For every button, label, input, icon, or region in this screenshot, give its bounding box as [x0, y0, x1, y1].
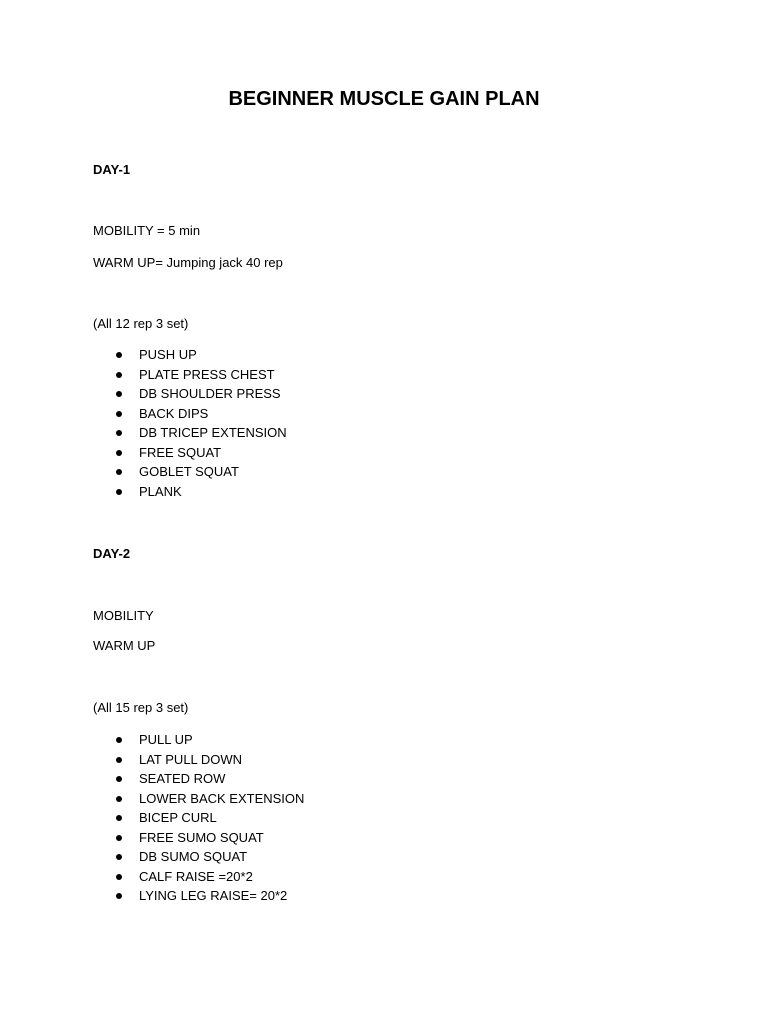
bullet-icon [116, 450, 122, 456]
list-item [93, 462, 287, 482]
day2-exercise-list [93, 730, 304, 906]
bullet-icon [116, 391, 122, 397]
bullet-icon [116, 352, 122, 358]
day1-heading: DAY-1 [93, 162, 131, 177]
exercise-label: SEATED ROW [139, 771, 226, 786]
exercise-label: LAT PULL DOWN [139, 751, 243, 767]
day2-mobility: MOBILITY [93, 608, 154, 623]
list-item [93, 404, 287, 424]
list-item [93, 750, 304, 770]
list-item [93, 443, 287, 463]
exercise-label: GOBLET SQUAT [139, 464, 239, 479]
list-item [93, 867, 304, 887]
bullet-icon [116, 469, 122, 475]
exercise-label: DB SUMO SQUAT [139, 849, 248, 864]
day2-set-note: (All 15 rep 3 set) [93, 700, 189, 715]
exercise-label: LYING LEG RAISE= 20*2 [139, 888, 288, 903]
day2-warmup: WARM UP [93, 638, 156, 653]
list-item [93, 423, 287, 443]
document-title: BEGINNER MUSCLE GAIN PLAN [228, 88, 540, 110]
exercise-label: BICEP CURL [139, 810, 217, 825]
exercise-label: PLATE PRESS CHEST [139, 366, 275, 382]
exercise-label: DB SHOULDER PRESS [139, 386, 281, 401]
bullet-icon [116, 776, 122, 782]
bullet-icon [116, 893, 122, 899]
bullet-icon [116, 757, 122, 763]
day1-warmup: WARM UP= Jumping jack 40 rep [93, 255, 283, 270]
list-item [93, 365, 287, 385]
exercise-label: DB TRICEP EXTENSION [139, 425, 287, 440]
bullet-icon [116, 737, 122, 743]
bullet-icon [116, 411, 122, 417]
bullet-icon [116, 372, 122, 378]
exercise-label: PUSH UP [139, 347, 197, 362]
bullet-icon [116, 796, 122, 802]
list-item [93, 384, 287, 404]
list-item [93, 769, 304, 789]
list-item [93, 345, 287, 365]
list-item [93, 886, 304, 906]
exercise-label: FREE SQUAT [139, 444, 222, 460]
exercise-label: FREE SUMO SQUAT [139, 829, 264, 845]
day1-set-note: (All 12 rep 3 set) [93, 316, 189, 331]
day2-heading: DAY-2 [93, 546, 131, 561]
bullet-icon [116, 430, 122, 436]
exercise-label: LOWER BACK EXTENSION [139, 790, 305, 806]
list-item [93, 847, 304, 867]
bullet-icon [116, 854, 122, 860]
exercise-label: CALF RAISE =20*2 [139, 868, 253, 884]
list-item [93, 828, 304, 848]
exercise-label: BACK DIPS [139, 405, 209, 421]
day1-mobility: MOBILITY = 5 min [93, 223, 201, 238]
bullet-icon [116, 835, 122, 841]
bullet-icon [116, 489, 122, 495]
list-item [93, 808, 304, 828]
list-item [93, 730, 304, 750]
exercise-label: PLANK [139, 483, 182, 499]
exercise-label: PULL UP [139, 732, 193, 747]
bullet-icon [116, 874, 122, 880]
list-item [93, 789, 304, 809]
day1-exercise-list [93, 345, 287, 501]
bullet-icon [116, 815, 122, 821]
list-item [93, 482, 287, 502]
